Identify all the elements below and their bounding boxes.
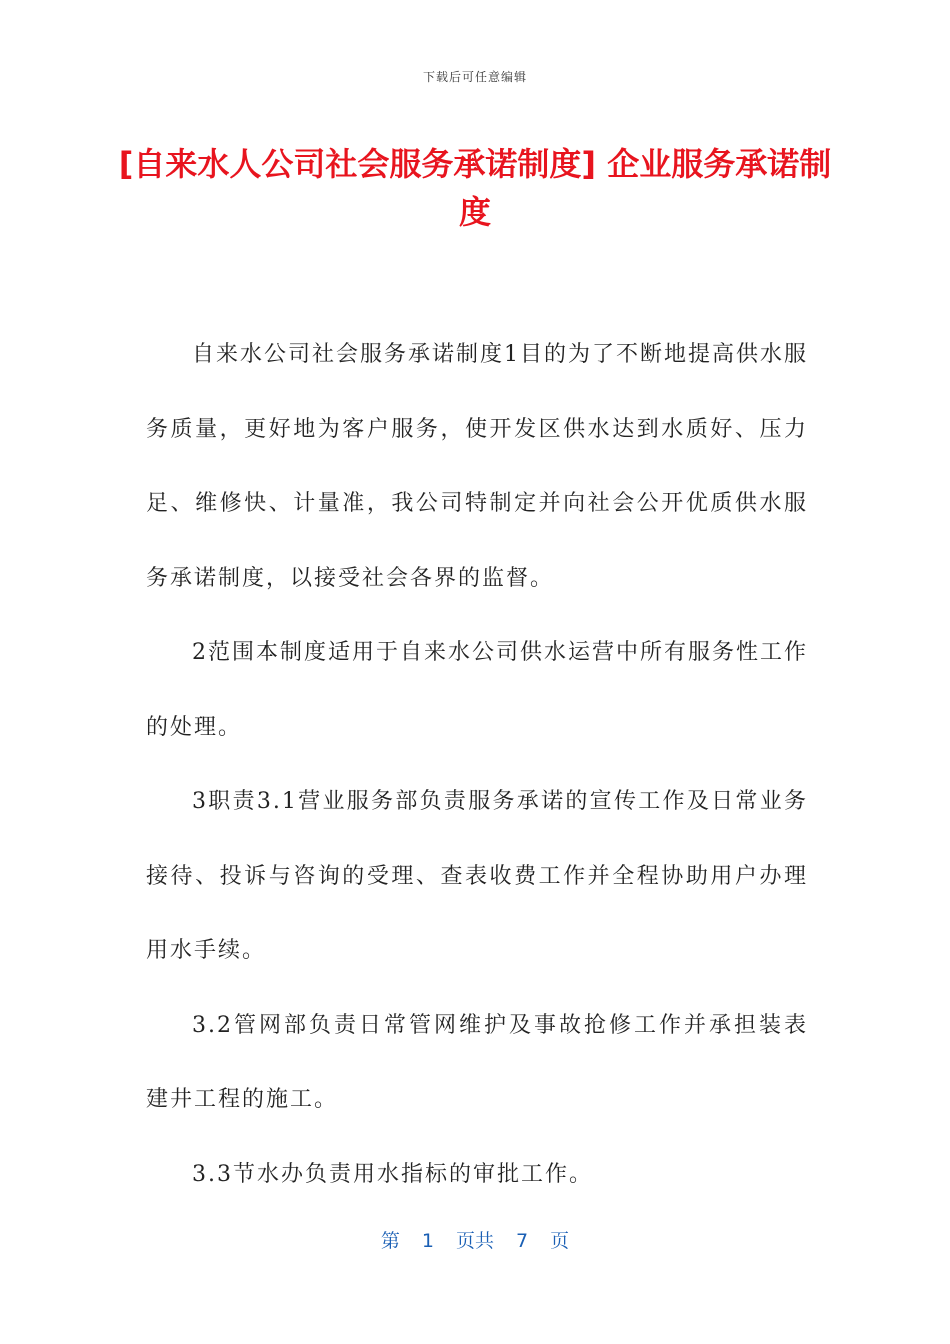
- paragraph-purpose: 自来水公司社会服务承诺制度1目的为了不断地提高供水服务质量，更好地为客户服务，使开发区供水达到水质好、压力足、维修快、计量准，我公司特制定并向社会公开优质供水服务承诺制度，以接受社会各界的监督。: [146, 342, 808, 591]
- page-number-footer: [0, 1226, 950, 1253]
- header-note: 下载后可任意编辑: [422, 70, 527, 84]
- paragraph-scope: 2范围本制度适用于自来水公司供水运营中所有服务性工作的处理。: [146, 640, 808, 740]
- footer-suffix: 页: [550, 1230, 570, 1252]
- footer-middle: 页共: [455, 1230, 494, 1252]
- paragraph-responsibility-3-3: 3.3节水办负责用水指标的审批工作。: [192, 1161, 593, 1187]
- document-title: [自来水人公司社会服务承诺制度] 企业服务承诺制度: [118, 145, 832, 231]
- footer-prefix: 第: [380, 1230, 400, 1252]
- footer-total-pages: 7: [516, 1230, 529, 1252]
- paragraph-responsibility-3-2: 3.2管网部负责日常管网维护及事故抢修工作并承担装表建井工程的施工。: [146, 1012, 808, 1112]
- paragraph-responsibility-3-1: 3职责3.1营业服务部负责服务承诺的宣传工作及日常业务接待、投诉与咨询的受理、查表收费工作并全程协助用户办理用水手续。: [146, 789, 808, 963]
- footer-current-page: 1: [421, 1230, 434, 1252]
- document-body: [146, 318, 808, 1212]
